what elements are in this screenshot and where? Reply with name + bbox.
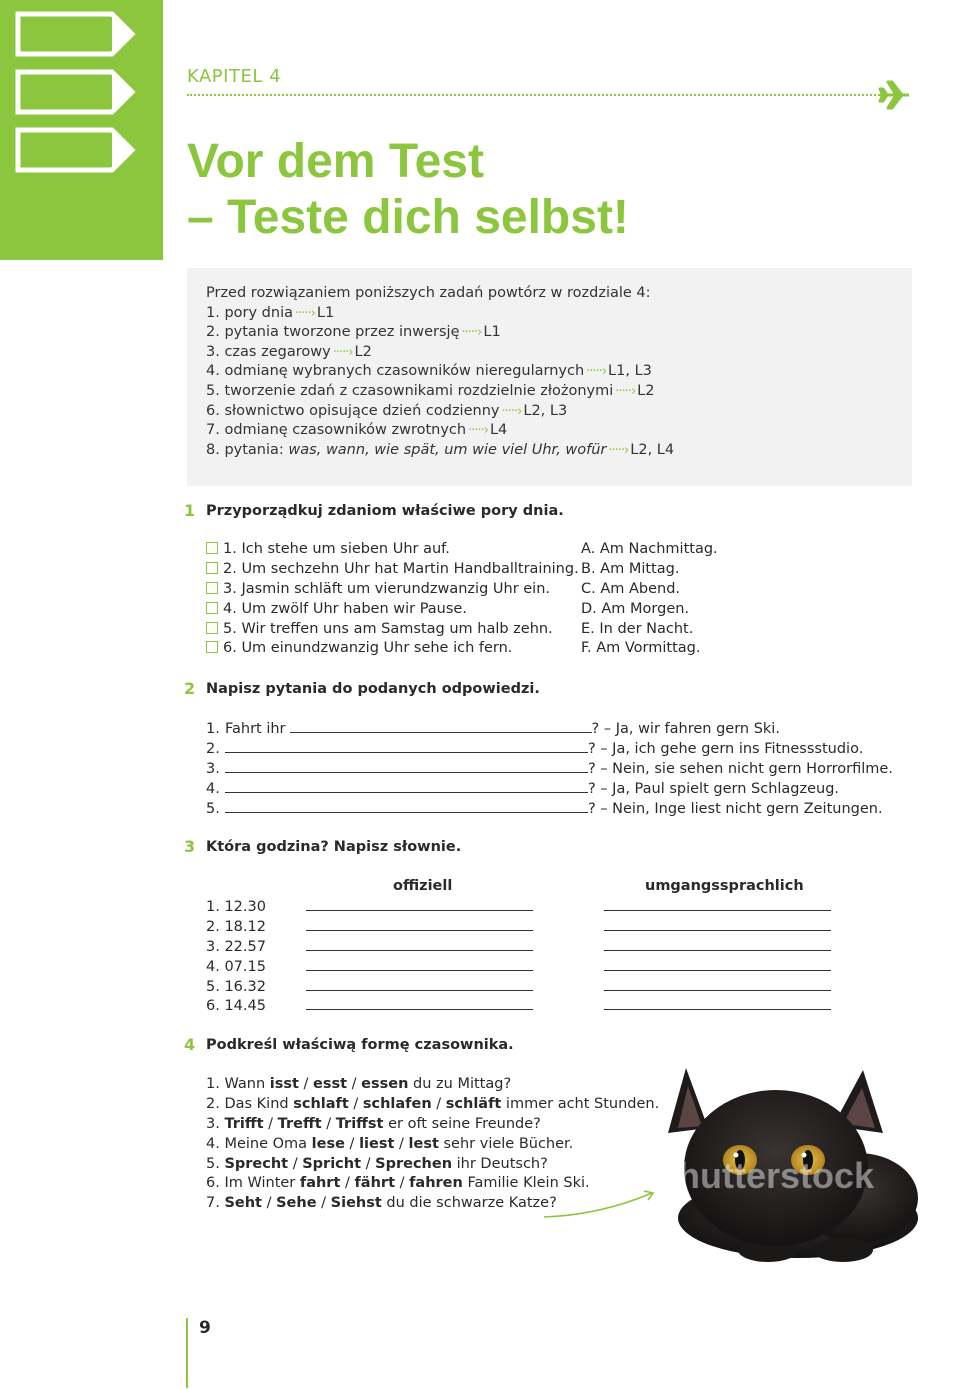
exercise-3-title: Która godzina? Napisz słownie. <box>206 839 462 855</box>
review-item-number: 7. <box>206 422 225 439</box>
verb-separator: / <box>263 1115 278 1132</box>
verb-option[interactable]: schlafen <box>362 1095 432 1112</box>
review-item-ref: L2 <box>637 382 655 399</box>
sentence-text: 6. Um einundzwanzig Uhr sehe ich fern. <box>223 640 513 657</box>
answer-text: ? – Nein, Inge liest nicht gern Zeitungen. <box>588 800 883 817</box>
colloquial-blank[interactable] <box>604 930 831 931</box>
verb-option[interactable]: fahren <box>409 1175 463 1192</box>
column-header-official: offiziell <box>393 878 453 894</box>
answer-text: ? – Nein, sie sehen nicht gern Horrorfilme. <box>588 760 893 777</box>
verb-row-number: 7. <box>206 1195 225 1212</box>
verb-option[interactable]: schläft <box>445 1095 502 1112</box>
time-row <box>206 978 266 998</box>
checkbox[interactable] <box>206 562 218 574</box>
official-blank[interactable] <box>306 990 533 991</box>
verb-row <box>206 1155 659 1175</box>
time-value: 6. 14.45 <box>206 998 266 1015</box>
verb-option[interactable]: fahrt <box>299 1175 341 1192</box>
verb-separator: / <box>340 1175 355 1192</box>
colloquial-blank[interactable] <box>604 950 831 951</box>
arrow-icon: ·····› <box>608 442 629 458</box>
review-item-text: odmianę wybranych czasowników nieregularnych <box>224 363 585 380</box>
verb-option[interactable]: Spricht <box>302 1155 362 1172</box>
review-item-ref: L4 <box>489 422 508 439</box>
arrow-icon: ·····› <box>501 403 522 419</box>
option-text: B. Am Mittag. <box>581 560 680 577</box>
verb-separator: / <box>394 1135 409 1152</box>
verb-separator: / <box>288 1155 303 1172</box>
verb-row <box>206 1095 659 1115</box>
review-item-text: słownictwo opisujące dzień codzienny <box>224 402 500 419</box>
option-text: F. Am Vormittag. <box>581 640 701 657</box>
review-item <box>206 382 893 402</box>
verb-option[interactable]: esst <box>313 1076 348 1092</box>
review-list <box>206 304 893 461</box>
time-row <box>206 938 266 958</box>
verb-row-number: 4. <box>206 1135 225 1152</box>
verb-row <box>206 1115 659 1135</box>
review-item-ref: L1 <box>483 324 501 341</box>
sentence-text: 4. Um zwölf Uhr haben wir Pause. <box>223 600 467 617</box>
sentence-text: 5. Wir treffen uns am Samstag um halb zehn. <box>223 620 553 637</box>
checkbox[interactable] <box>206 641 218 653</box>
review-item-ref: L2, L3 <box>523 402 568 419</box>
review-item-text: pytania: <box>224 441 289 458</box>
checkbox[interactable] <box>206 542 218 554</box>
verb-separator: / <box>431 1095 446 1112</box>
sentence-text: 1. Ich stehe um sieben Uhr auf. <box>223 541 450 557</box>
answer-text: ? – Ja, Paul spielt gern Schlagzeug. <box>588 780 840 797</box>
colloquial-blank[interactable] <box>604 990 831 991</box>
question-row <box>206 799 893 819</box>
question-number: 2. <box>206 740 220 757</box>
exercise-1-options <box>581 540 718 659</box>
sentence-row <box>206 620 579 640</box>
sentence-row <box>206 580 579 600</box>
review-item <box>206 304 893 324</box>
exercise-4-title: Podkreśl właściwą formę czasownika. <box>206 1037 514 1053</box>
verb-separator: / <box>361 1155 376 1172</box>
verb-row-post: immer acht Stunden. <box>501 1095 660 1112</box>
verb-row <box>206 1135 659 1155</box>
review-item <box>206 343 893 363</box>
airplane-icon <box>878 78 912 112</box>
verb-separator: / <box>298 1076 314 1092</box>
verb-option[interactable]: Sprechen <box>375 1155 453 1172</box>
pencil-arrows-graphic <box>0 0 163 180</box>
verb-row-number: 2. <box>206 1095 225 1112</box>
review-intro: Przed rozwiązaniem poniższych zadań powtórz w rozdziale 4: <box>206 285 651 301</box>
verb-separator: / <box>347 1076 362 1092</box>
header-dotted-line <box>187 94 887 96</box>
option-text: D. Am Morgen. <box>581 600 690 617</box>
answer-blank[interactable] <box>225 799 588 813</box>
question-row <box>206 719 893 739</box>
review-item-number: 3. <box>206 343 225 360</box>
option-text: C. Am Abend. <box>581 580 681 597</box>
review-item-number: 5. <box>206 382 225 399</box>
page-title <box>187 134 629 246</box>
official-blank[interactable] <box>306 950 533 951</box>
verb-option[interactable]: isst <box>269 1076 299 1092</box>
arrow-icon: ·····› <box>332 344 353 360</box>
verb-row-post: Familie Klein Ski. <box>462 1175 590 1192</box>
question-row <box>206 779 893 799</box>
review-item-number: 2. <box>206 324 225 341</box>
review-item-ref: L2 <box>354 343 372 360</box>
verb-option[interactable]: essen <box>361 1076 409 1092</box>
arrow-icon: ·····› <box>295 305 315 321</box>
answer-blank[interactable] <box>225 739 588 753</box>
review-box <box>187 268 912 486</box>
exercise-2-title: Napisz pytania do podanych odpowiedzi. <box>206 681 540 697</box>
sentence-text: 2. Um sechzehn Uhr hat Martin Handballtraining. <box>223 560 579 577</box>
verb-separator: / <box>395 1175 410 1192</box>
verb-option[interactable]: lest <box>408 1135 439 1152</box>
verb-option[interactable]: Sprecht <box>224 1155 289 1172</box>
answer-blank[interactable] <box>290 719 592 733</box>
review-item-italic: was, wann, wie spät, um wie viel Uhr, wofür <box>288 441 607 458</box>
title-line-2: – Teste dich selbst! <box>187 191 629 244</box>
exercise-2-number: 2 <box>184 679 196 698</box>
exercise-1-title: Przyporządkuj zdaniom właściwe pory dnia. <box>206 503 564 519</box>
arrow-icon: ·····› <box>461 325 482 341</box>
verb-row-pre: Im Winter <box>224 1175 300 1192</box>
review-item-text: czas zegarowy <box>224 343 331 360</box>
exercise-3-times <box>206 898 266 1017</box>
review-item-ref: L1, L3 <box>608 363 652 380</box>
watermark-text: shutterstock <box>658 1155 875 1196</box>
sentence-row <box>206 560 579 580</box>
verb-row-pre: Das Kind <box>224 1095 294 1112</box>
question-number: 4. <box>206 780 220 797</box>
review-item-text: tworzenie zdań z czasownikami rozdzielnie złożonymi <box>224 382 614 399</box>
verb-option[interactable]: lese <box>311 1135 345 1152</box>
review-item-text: odmianę czasowników zwrotnych <box>224 422 467 439</box>
review-item <box>206 441 893 461</box>
arrow-icon: ·····› <box>615 383 636 399</box>
exercise-1-number: 1 <box>184 501 196 520</box>
official-blank[interactable] <box>306 970 533 971</box>
review-item-text: pory dnia <box>224 304 293 321</box>
title-line-1: Vor dem Test <box>187 135 484 188</box>
official-blank[interactable] <box>306 1009 533 1010</box>
verb-separator: / <box>321 1115 336 1132</box>
question-number: 5. <box>206 800 220 817</box>
verb-option[interactable]: Triffst <box>335 1115 384 1132</box>
exercise-1-sentences <box>206 540 579 659</box>
question-number: 3. <box>206 760 220 777</box>
time-row <box>206 997 266 1017</box>
verb-row-post: du die schwarze Katze? <box>381 1195 557 1212</box>
verb-separator: / <box>262 1195 277 1212</box>
checkbox[interactable] <box>206 622 218 634</box>
question-start: Fahrt ihr <box>225 721 286 737</box>
exercise-3-number: 3 <box>184 837 196 856</box>
sentence-row <box>206 639 579 659</box>
arrow-icon: ·····› <box>586 364 607 380</box>
time-value: 2. 18.12 <box>206 918 266 935</box>
verb-separator: / <box>348 1095 363 1112</box>
exercise-4-number: 4 <box>184 1035 196 1054</box>
time-value: 3. 22.57 <box>206 938 266 955</box>
answer-text: ? – Ja, wir fahren gern Ski. <box>591 721 780 737</box>
question-number: 1. <box>206 721 220 737</box>
review-item <box>206 323 893 343</box>
answer-blank[interactable] <box>225 779 588 793</box>
review-item <box>206 362 893 382</box>
official-blank[interactable] <box>306 910 533 911</box>
option-text: A. Am Nachmittag. <box>581 541 718 557</box>
verb-option[interactable]: schlaft <box>293 1095 349 1112</box>
verb-option[interactable]: Seht <box>224 1195 262 1212</box>
time-value: 1. 12.30 <box>206 899 266 915</box>
exercise-2-rows <box>206 719 893 818</box>
verb-option[interactable]: fährt <box>354 1175 395 1192</box>
time-row <box>206 898 266 918</box>
question-row <box>206 739 893 759</box>
arrow-icon: ·····› <box>468 423 488 439</box>
verb-row-number: 1. <box>206 1076 225 1092</box>
review-item <box>206 421 893 441</box>
verb-option[interactable]: Trifft <box>224 1115 264 1132</box>
colloquial-blank[interactable] <box>604 970 831 971</box>
option-text: E. In der Nacht. <box>581 620 694 637</box>
review-item-ref: L2, L4 <box>630 441 675 458</box>
colloquial-blank[interactable] <box>604 910 831 911</box>
time-row <box>206 918 266 938</box>
checkbox[interactable] <box>206 582 218 594</box>
verb-row-post: du zu Mittag? <box>408 1076 512 1092</box>
review-item-number: 4. <box>206 363 225 380</box>
verb-row-post: ihr Deutsch? <box>452 1155 548 1172</box>
review-item-text: pytania tworzone przez inwersję <box>224 324 460 341</box>
review-item-number: 6. <box>206 402 225 419</box>
verb-row-pre: Meine Oma <box>224 1135 312 1152</box>
sentence-row <box>206 600 579 620</box>
time-value: 5. 16.32 <box>206 978 266 995</box>
answer-text: ? – Ja, ich gehe gern ins Fitnessstudio. <box>588 740 864 757</box>
verb-row-post: er oft seine Freunde? <box>383 1115 541 1132</box>
verb-option[interactable]: Trefft <box>277 1115 322 1132</box>
review-item-number: 1. <box>206 304 225 321</box>
verb-row-number: 3. <box>206 1115 225 1132</box>
page-number: 9 <box>199 1318 211 1338</box>
question-row <box>206 759 893 779</box>
verb-separator: / <box>316 1195 331 1212</box>
colloquial-blank[interactable] <box>604 1009 831 1010</box>
verb-option[interactable]: liest <box>359 1135 395 1152</box>
time-value: 4. 07.15 <box>206 958 266 975</box>
verb-row <box>206 1075 659 1095</box>
checkbox[interactable] <box>206 602 218 614</box>
time-row <box>206 958 266 978</box>
column-header-colloquial: umgangssprachlich <box>645 878 804 894</box>
verb-separator: / <box>344 1135 360 1152</box>
review-item-number: 8. <box>206 441 225 458</box>
official-blank[interactable] <box>306 930 533 931</box>
sentence-row <box>206 540 579 560</box>
sentence-text: 3. Jasmin schläft um vierundzwanzig Uhr ein. <box>223 580 551 597</box>
page-number-bar <box>186 1318 188 1388</box>
black-kitten-image <box>628 1058 928 1268</box>
answer-blank[interactable] <box>225 759 588 773</box>
verb-option[interactable]: Sehe <box>276 1195 317 1212</box>
chapter-label: KAPITEL 4 <box>187 66 282 87</box>
verb-row-pre: Wann <box>224 1076 270 1092</box>
verb-option[interactable]: Siehst <box>330 1195 382 1212</box>
review-item <box>206 402 893 422</box>
verb-row-number: 5. <box>206 1155 225 1172</box>
verb-row-post: sehr viele Bücher. <box>438 1135 574 1152</box>
review-item-ref: L1 <box>316 304 335 321</box>
verb-row-number: 6. <box>206 1175 225 1192</box>
